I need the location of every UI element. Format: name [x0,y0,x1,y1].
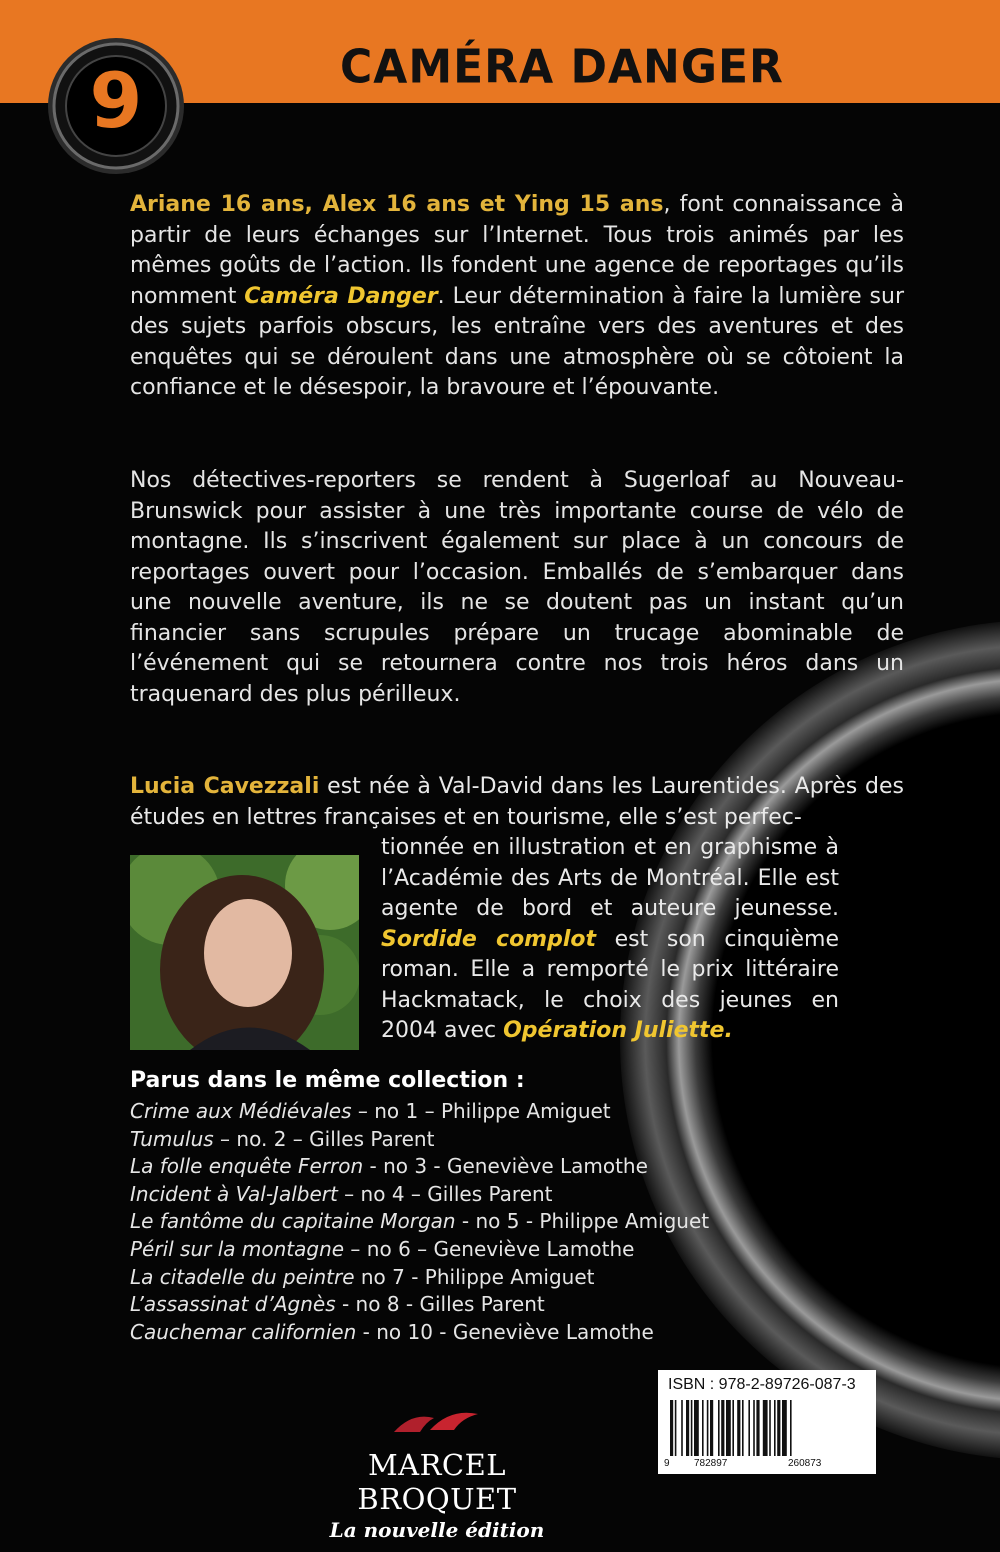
synopsis-text: . Leur détermination à faire la lumière sur des sujets parfois obscurs, les entraîne vers des aventures et des enquêtes qui se déroulent dans une atmosphère où se côtoient la confiance et le désespoir, la bravoure et l’épouvante. [130,283,904,400]
book-title: Tumulus [130,1126,214,1151]
list-item [130,1181,709,1209]
book-title: Cauchemar californien [130,1319,357,1344]
bird-logo-icon [392,1408,482,1436]
book-info: no 7 - Philippe Amiguet [354,1264,595,1289]
synopsis-paragraph-2: Nos détectives-reporters se rendent à Sugerloaf au Nouveau-Brunswick pour assister à une très importante course de vélo de montagne. Ils s’inscrivent également sur place à un concours de reportages ouvert pour l’occasion. Emballés de s’embarquer dans une nouvelle aventure, ils ne se doutent pas un instant qu’un financier sans scrupules prépare un trucage abominable de l’événement qui se retournera contre nos trois héros dans un traquenard des plus périlleux. [130,468,904,707]
barcode-digit-lead: 9 [664,1458,670,1469]
author-bio-rest [381,833,839,1047]
volume-badge [46,36,186,176]
barcode-digits-left: 782897 [694,1458,728,1469]
book-info: - no 8 - Gilles Parent [335,1292,545,1317]
author-photo [130,855,359,1050]
book-title: L’assassinat d’Agnès [130,1292,336,1317]
book-title: Péril sur la montagne [130,1236,345,1261]
list-item [130,1208,709,1236]
book-title: La folle enquête Ferron [130,1154,364,1179]
list-item [130,1291,709,1319]
publisher-name: MARCEL BROQUET [357,1448,517,1516]
author-bio-text: tionnée en illustration et en graphisme à l’Académie des Arts de Montréal. Elle est agente de bord et auteure jeunesse. [381,835,839,921]
list-item [130,1319,709,1347]
current-book-title: Sordide complot [381,926,597,952]
book-info: – no 1 – Philippe Amiguet [351,1099,611,1123]
award-book-title: Opération Juliette. [503,1018,733,1043]
author-name: Lucia Cavezzali [130,774,320,799]
series-title: CAMÉRA DANGER [340,40,784,95]
list-item [130,1126,709,1154]
book-info: - no 10 - Geneviève Lamothe [356,1319,654,1344]
list-item [130,1236,709,1264]
book-info: – no 6 – Geneviève Lamothe [344,1236,635,1261]
list-item [130,1153,709,1181]
characters-highlight: Ariane 16 ans, Alex 16 ans et Ying 15 ans [130,192,664,217]
book-title: Le fantôme du capitaine Morgan [130,1209,456,1234]
publisher-tagline: La nouvelle édition [329,1518,545,1542]
synopsis-text: , font connaissance à partir de leurs échanges sur l’Internet. Tous trois animés par les mêmes goûts de l’action. Ils fondent une agence de reportages qu’ils nomment [130,192,904,309]
author-bio-text: est née à Val-David dans les Laurentides. Après des études en lettres françaises et en tourisme, elle s’est perfec- [130,774,904,830]
author-bio-top [130,772,904,833]
book-title: Incident à Val-Jalbert [130,1181,338,1206]
barcode-digits-right: 260873 [788,1458,822,1469]
book-info: – no. 2 – Gilles Parent [213,1126,435,1151]
book-title: Crime aux Médiévales [130,1099,352,1123]
barcode-icon [668,1400,866,1458]
agency-name: Caméra Danger [244,283,438,309]
list-item [130,1264,709,1292]
author-bio-text: est son cinquième roman. Elle a remporté le prix littéraire Hackmatack, le choix des jeunes en 2004 avec [381,926,839,1043]
book-info: - no 5 - Philippe Amiguet [455,1209,710,1234]
volume-number: 9 [89,56,143,145]
collection-list [130,1098,709,1346]
publisher-logo [292,1408,582,1542]
book-info: – no 4 – Gilles Parent [337,1181,553,1206]
isbn-barcode-box [658,1370,876,1474]
book-info: - no 3 - Geneviève Lamothe [363,1154,648,1179]
book-title: La citadelle du peintre [130,1264,355,1289]
isbn-label: ISBN : 978-2-89726-087-3 [668,1376,856,1393]
collection-title: Parus dans le même collection : [130,1068,525,1093]
list-item [130,1098,709,1126]
synopsis-paragraph-1 [130,190,904,404]
